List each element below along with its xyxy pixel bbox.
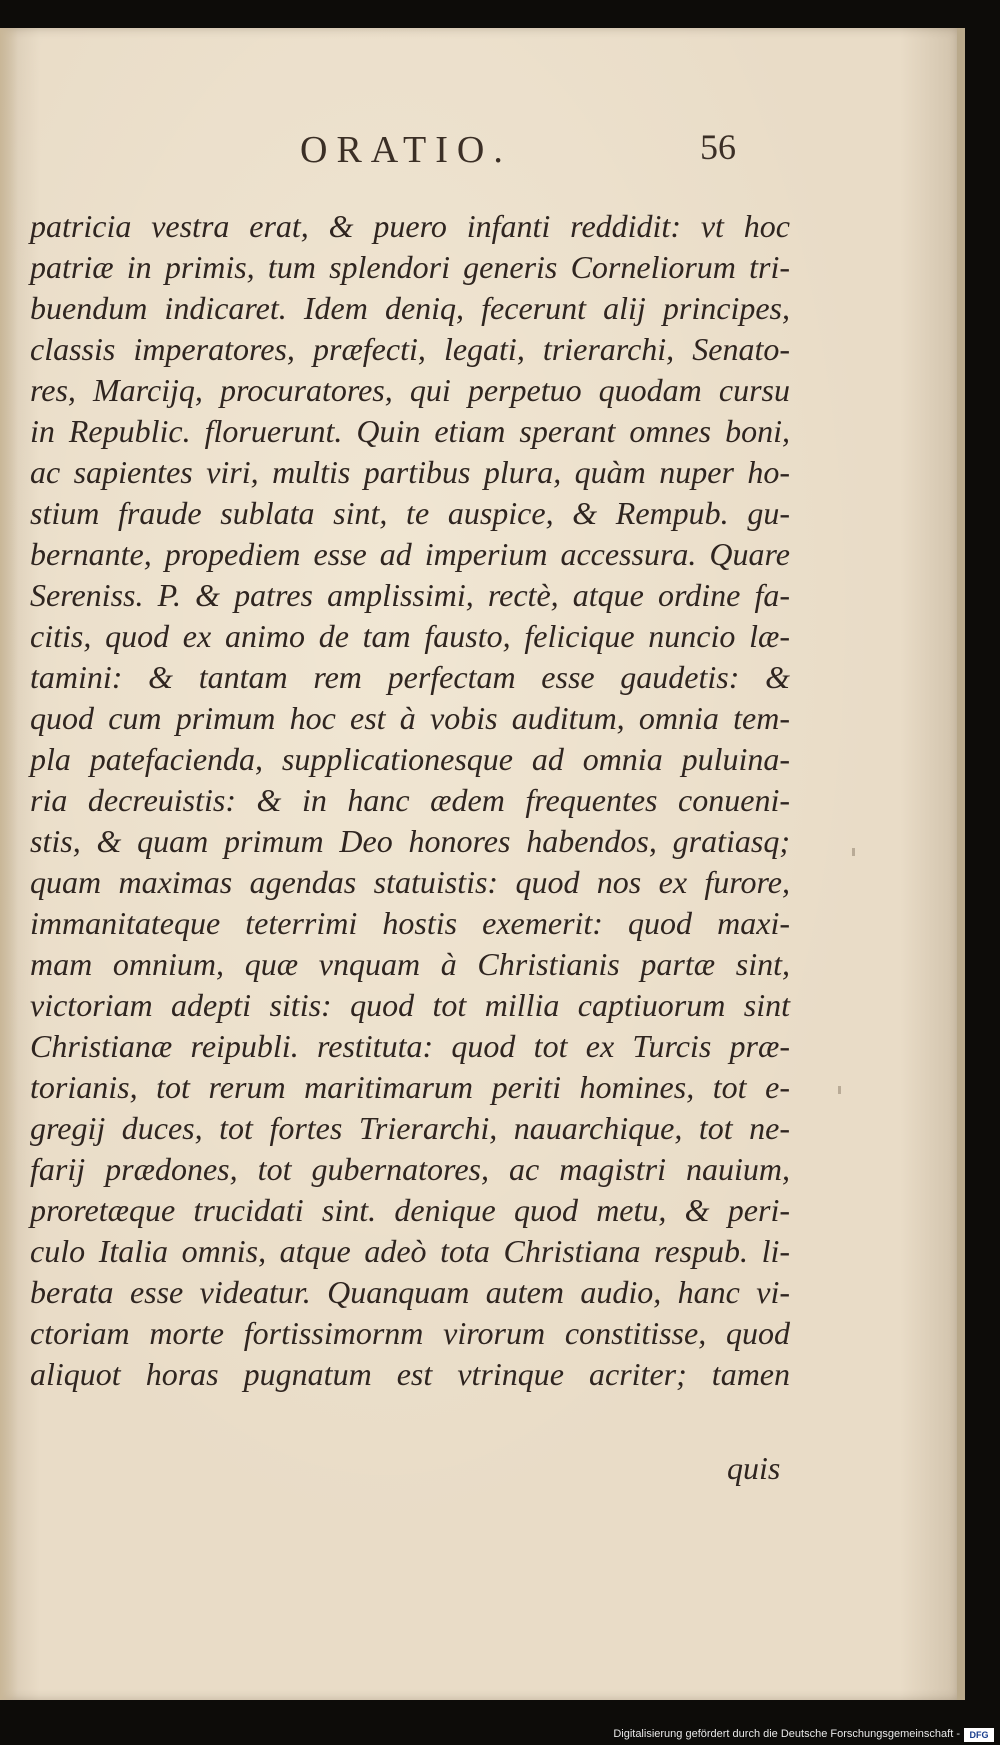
- text-line: farij prædones, tot gubernatores, ac magistri nauium,: [30, 1151, 790, 1187]
- spine-shadow: [0, 28, 18, 1700]
- digitization-footer: [0, 1726, 1000, 1745]
- page-number: 56: [700, 127, 736, 167]
- text-line: ctoriam morte fortissimornm virorum constitisse, quod: [30, 1315, 790, 1351]
- running-head: [0, 128, 965, 178]
- page-edge: [957, 28, 965, 1700]
- text-line: aliquot horas pugnatum est vtrinque acriter; tamen: [30, 1356, 790, 1392]
- text-line: torianis, tot rerum maritimarum periti homines, tot e-: [30, 1069, 790, 1105]
- text-line: mam omnium, quæ vnquam à Christianis partæ sint,: [30, 946, 790, 982]
- text-line: bernante, propediem esse ad imperium accessura. Quare: [30, 536, 790, 572]
- text-line: Christianæ reipubli. restituta: quod tot ex Turcis præ-: [30, 1028, 790, 1064]
- book-page: [0, 28, 965, 1700]
- text-line: immanitateque teterrimi hostis exemerit: quod maxi-: [30, 905, 790, 941]
- text-line: pla patefacienda, supplicationesque ad omnia puluina-: [30, 741, 790, 777]
- text-line: buendum indicaret. Idem deniq, fecerunt alij principes,: [30, 290, 790, 326]
- text-line: classis imperatores, præfecti, legati, trierarchi, Senato-: [30, 331, 790, 367]
- text-line: berata esse videatur. Quanquam autem audio, hanc vi-: [30, 1274, 790, 1310]
- body-text: [30, 206, 790, 1395]
- text-line: quam maximas agendas statuistis: quod nos ex furore,: [30, 864, 790, 900]
- running-head-title: ORATIO.: [300, 129, 512, 171]
- text-line: ria decreuistis: & in hanc ædem frequentes conueni-: [30, 782, 790, 818]
- text-line: patriæ in primis, tum splendori generis Corneliorum tri-: [30, 249, 790, 285]
- text-line: tamini: & tantam rem perfectam esse gaudetis: &: [30, 659, 790, 695]
- text-line: in Republic. floruerunt. Quin etiam sperant omnes boni,: [30, 413, 790, 449]
- text-line: proretæque trucidati sint. denique quod metu, & peri-: [30, 1192, 790, 1228]
- footer-credit: Digitalisierung gefördert durch die Deutsche Forschungsgemeinschaft -: [613, 1728, 960, 1740]
- catchword: quis: [727, 1450, 781, 1486]
- text-line: stium fraude sublata sint, te auspice, & Rempub. gu-: [30, 495, 790, 531]
- dfg-logo: DFG: [964, 1728, 994, 1742]
- text-line: citis, quod ex animo de tam fausto, felicique nuncio læ-: [30, 618, 790, 654]
- text-line: ac sapientes viri, multis partibus plura, quàm nuper ho-: [30, 454, 790, 490]
- text-line: Sereniss. P. & patres amplissimi, rectè, atque ordine fa-: [30, 577, 790, 613]
- text-line: stis, & quam primum Deo honores habendos, gratiasq;: [30, 823, 790, 859]
- text-line: res, Marcijq, procuratores, qui perpetuo quodam cursu: [30, 372, 790, 408]
- paper-speck: [838, 1086, 841, 1094]
- text-line: culo Italia omnis, atque adeò tota Christiana respub. li-: [30, 1233, 790, 1269]
- text-line: quod cum primum hoc est à vobis auditum, omnia tem-: [30, 700, 790, 736]
- text-line: victoriam adepti sitis: quod tot millia captiuorum sint: [30, 987, 790, 1023]
- text-line: patricia vestra erat, & puero infanti reddidit: vt hoc: [30, 208, 790, 244]
- text-line: gregij duces, tot fortes Trierarchi, nauarchique, tot ne-: [30, 1110, 790, 1146]
- paper-speck: [852, 848, 855, 856]
